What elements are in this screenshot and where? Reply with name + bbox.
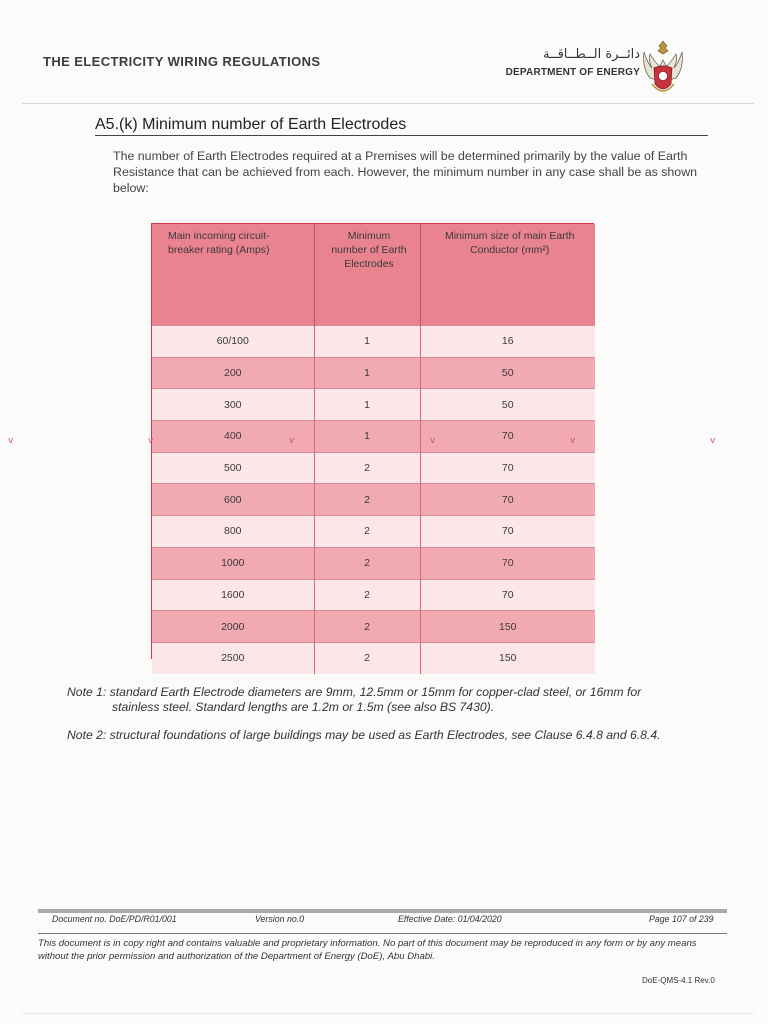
breaker-rating-cell: 60/100 [152,326,314,358]
header-breaker-rating: Main incoming circuit-breaker rating (Amps) [152,224,314,326]
margin-tick-mark: v [289,436,295,446]
table-row [152,421,595,453]
conductor-size-cell: 70 [420,452,595,484]
section-heading: A5.(k) Minimum number of Earth Electrodes [95,116,708,136]
conductor-size-cell: 50 [420,357,595,389]
table-row [152,579,595,611]
table-row [152,484,595,516]
table-row [152,642,595,673]
breaker-rating-cell: 600 [152,484,314,516]
falcon-emblem-icon [638,38,688,100]
document-code: DoE-QMS-4.1 Rev.0 [642,976,715,985]
table-row [152,357,595,389]
table-row [152,611,595,643]
electrode-count-cell: 2 [314,611,420,643]
logo-english-text: DEPARTMENT OF ENERGY [505,67,640,78]
conductor-size-cell: 50 [420,389,595,421]
conductor-size-cell: 70 [420,547,595,579]
electrode-count-cell: 2 [314,579,420,611]
table-row [152,389,595,421]
electrode-count-cell: 1 [314,389,420,421]
margin-tick-mark: v [570,436,576,446]
margin-tick-mark: v [710,436,716,446]
breaker-rating-cell: 2000 [152,611,314,643]
footer-divider [38,933,727,934]
electrode-count-cell: 2 [314,516,420,548]
electrode-count-cell: 2 [314,484,420,516]
electrode-count-cell: 2 [314,547,420,579]
copyright-disclaimer: This document is in copy right and contains valuable and proprietary information. No part of this document may be reproduced in any form or by any means without the prior permission and authorization of the Department of Energy (DoE), Abu Dhabi. [38,938,697,962]
earth-electrodes-grid [152,224,595,674]
electrode-count-cell: 1 [314,326,420,358]
earth-electrodes-table [151,223,594,665]
footer-divider-bar [38,909,727,913]
margin-tick-mark: v [8,436,14,446]
effective-date: Effective Date: 01/04/2020 [398,914,502,924]
department-logo-text [500,48,640,78]
margin-tick-mark: v [148,436,154,446]
table-row [152,326,595,358]
breaker-rating-cell: 2500 [152,642,314,673]
intro-paragraph: The number of Earth Electrodes required at a Premises will be determined primarily by the value of Earth Resistance that can be achieved from each. However, the minimum number in any case shall be as shown below: [113,149,698,195]
electrode-count-cell: 1 [314,421,420,453]
header-divider [22,103,754,104]
conductor-size-cell: 70 [420,421,595,453]
table-row [152,547,595,579]
breaker-rating-cell: 1600 [152,579,314,611]
breaker-rating-cell: 1000 [152,547,314,579]
table-header-row [152,224,595,326]
conductor-size-cell: 150 [420,611,595,643]
conductor-size-cell: 70 [420,579,595,611]
document-number: Document no. DoE/PD/R01/001 [52,914,177,924]
breaker-rating-cell: 800 [152,516,314,548]
conductor-size-cell: 150 [420,642,595,673]
breaker-rating-cell: 400 [152,421,314,453]
header-min-electrodes: Minimum number of Earth Electrodes [314,224,420,326]
electrode-count-cell: 2 [314,452,420,484]
note-1-continuation: stainless steel. Standard lengths are 1.2m or 1.5m (see also BS 7430). [112,700,495,714]
breaker-rating-cell: 200 [152,357,314,389]
document-title: THE ELECTRICITY WIRING REGULATIONS [43,54,321,69]
conductor-size-cell: 16 [420,326,595,358]
margin-tick-mark: v [430,436,436,446]
bottom-divider [22,1013,754,1014]
conductor-size-cell: 70 [420,516,595,548]
table-row [152,516,595,548]
table-row [152,452,595,484]
header-min-conductor-size: Minimum size of main Earth Conductor (mm²) [420,224,595,326]
note-2: Note 2: structural foundations of large buildings may be used as Earth Electrodes, see Clause 6.4.8 and 6.8.4. [67,728,661,742]
logo-arabic-text: دائــرة الــطــاقــة [543,47,640,62]
conductor-size-cell: 70 [420,484,595,516]
version-number: Version no.0 [255,914,305,924]
page-number: Page 107 of 239 [649,914,714,924]
electrode-count-cell: 1 [314,357,420,389]
breaker-rating-cell: 500 [152,452,314,484]
breaker-rating-cell: 300 [152,389,314,421]
note-1: Note 1: standard Earth Electrode diameters are 9mm, 12.5mm or 15mm for copper-clad steel, or 16mm for [67,685,642,699]
electrode-count-cell: 2 [314,642,420,673]
